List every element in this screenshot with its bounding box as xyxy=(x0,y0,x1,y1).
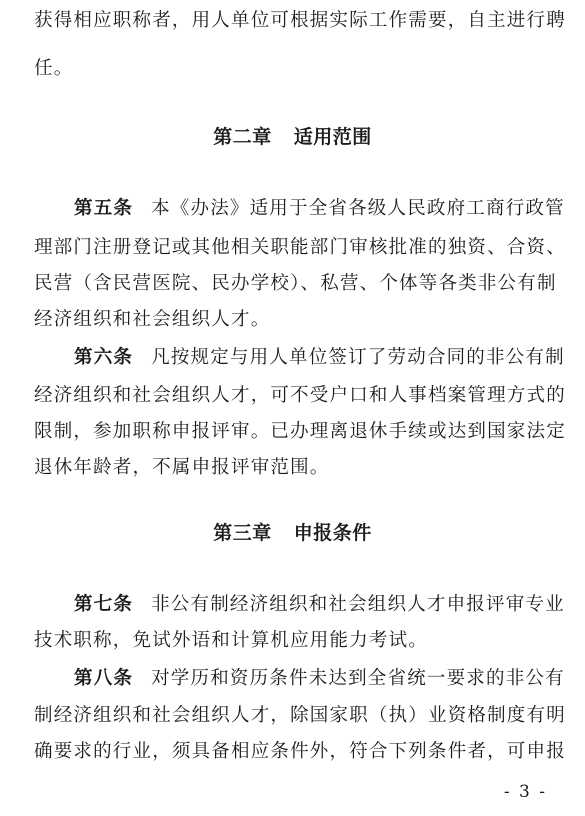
article-8-line-1 xyxy=(74,668,565,689)
article-8-line-3: 确要求的行业，须具备相应条件外，符合下列条件者，可申报 xyxy=(34,741,566,762)
article-8-line-2: 制经济组织和社会组织人才，除国家职（执）业资格制度有明 xyxy=(34,705,566,726)
chapter-3-title: 申报条件 xyxy=(293,522,372,544)
chapter-2-number: 第二章 xyxy=(213,126,272,148)
article-5-label: 第五条 xyxy=(74,198,134,219)
article-8-text-1: 对学历和资历条件未达到全省统一要求的非公有 xyxy=(151,668,565,689)
chapter-2-title: 适用范围 xyxy=(293,126,372,148)
chapter-3-heading xyxy=(0,524,585,543)
chapter-2-heading xyxy=(0,128,585,147)
article-6-line-1 xyxy=(74,347,565,368)
article-7-label: 第七条 xyxy=(74,594,134,615)
page-number: - 3 - xyxy=(503,782,547,802)
article-6-text-1: 凡按规定与用人单位签订了劳动合同的非公有制 xyxy=(151,347,565,368)
article-5-line-2: 理部门注册登记或其他相关职能部门审核批准的独资、合资、 xyxy=(34,237,566,258)
article-7-line-2: 技术职称，免试外语和计算机应用能力考试。 xyxy=(34,630,429,651)
article-6-label: 第六条 xyxy=(74,347,134,368)
article-5-line-1 xyxy=(74,198,565,219)
article-6-line-2: 经济组织和社会组织人才，可不受户口和人事档案管理方式的 xyxy=(34,385,566,406)
intro-line-2: 任。 xyxy=(34,58,74,79)
article-7-line-1 xyxy=(74,594,565,615)
article-5-line-3: 民营（含民营医院、民办学校）、私营、个体等各类非公有制 xyxy=(34,273,557,294)
chapter-3-number: 第三章 xyxy=(213,522,272,544)
article-8-label: 第八条 xyxy=(74,668,134,689)
intro-line-1: 获得相应职称者，用人单位可根据实际工作需要，自主进行聘 xyxy=(34,10,566,31)
article-5-text-1: 本《办法》适用于全省各级人民政府工商行政管 xyxy=(151,198,565,219)
article-7-text-1: 非公有制经济组织和社会组织人才申报评审专业 xyxy=(151,594,565,615)
article-6-line-3: 限制，参加职称申报评审。已办理离退休手续或达到国家法定 xyxy=(34,421,566,442)
article-6-line-4: 退休年龄者，不属申报评审范围。 xyxy=(34,457,330,478)
article-5-line-4: 经济组织和社会组织人才。 xyxy=(34,309,271,330)
